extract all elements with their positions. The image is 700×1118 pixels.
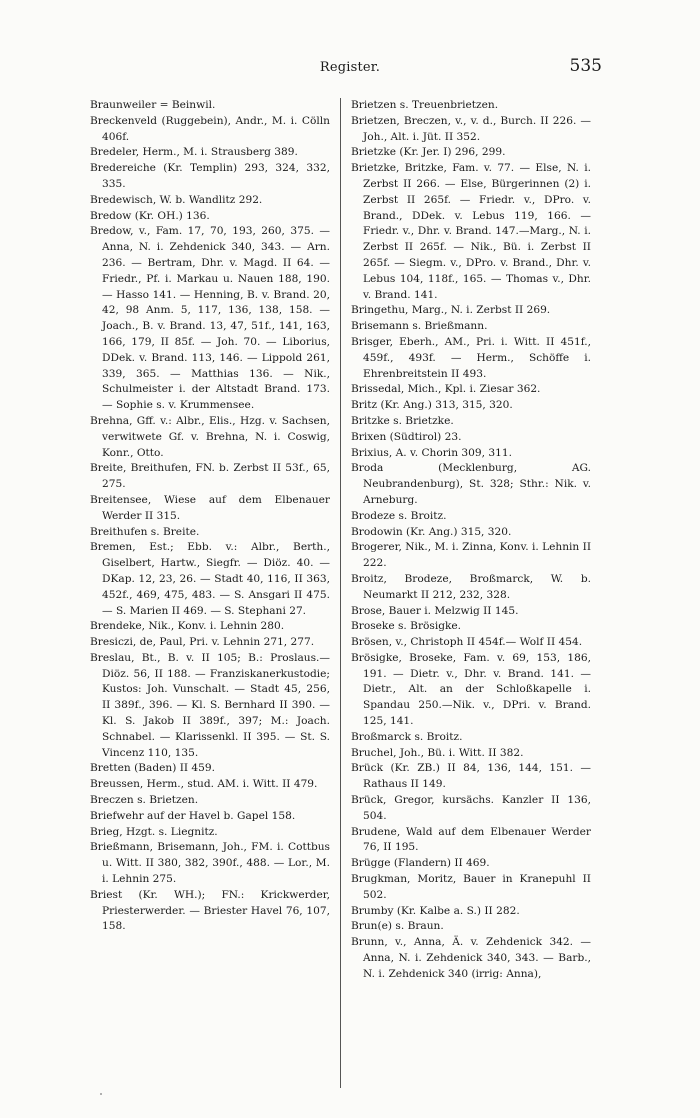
index-entry: Breckenveld (Ruggebein), Andr., M. i. Cölln 406f. xyxy=(90,114,330,143)
index-entry: Briefwehr auf der Havel b. Gapel 158. xyxy=(90,809,296,822)
index-entry: Bredewisch, W. b. Wandlitz 292. xyxy=(90,193,263,206)
index-entry: Brodowin (Kr. Ang.) 315, 320. xyxy=(351,525,512,538)
index-entry: Brück (Kr. ZB.) II 84, 136, 144, 151. — Rathaus II 149. xyxy=(351,762,591,791)
index-entry: Brixen (Südtirol) 23. xyxy=(351,430,462,443)
index-entry: Britzke s. Brietzke. xyxy=(351,414,454,427)
index-entry: Brisger, Eberh., AM., Pri. i. Witt. II 451f., 459f., 493f. — Herm., Schöffe i. Ehrenbreitstein II 493. xyxy=(351,335,591,380)
index-entry: Bresiczi, de, Paul, Pri. v. Lehnin 271, 277. xyxy=(90,636,315,649)
index-entry: Breite, Breithufen, FN. b. Zerbst II 53f., 65, 275. xyxy=(90,462,330,491)
index-entry: Broitz, Brodeze, Broßmarck, W. b. Neumarkt II 212, 232, 328. xyxy=(351,572,591,601)
index-entry: Bredereiche (Kr. Templin) 293, 324, 332, 335. xyxy=(90,162,330,190)
index-entry: Breussen, Herm., stud. AM. i. Witt. II 479. xyxy=(90,778,318,791)
index-entry: Bremen, Est.; Ebb. v.: Albr., Berth., Giselbert, Hartw., Siegfr. — Diöz. 40. — DKap. 12, 23, 26. — Stadt 40, 116, II 363, 452f., 469, 475, 483. — S. Ansgari II 475. — S. Marien II 469. — S. Stephani 27. xyxy=(90,541,330,617)
index-entry: Brogerer, Nik., M. i. Zinna, Konv. i. Lehnin II 222. xyxy=(351,541,591,570)
index-entry: Bruchel, Joh., Bü. i. Witt. II 382. xyxy=(351,746,524,759)
index-entry: Bringethu, Marg., N. i. Zerbst II 269. xyxy=(351,304,551,317)
index-entry: Britz (Kr. Ang.) 313, 315, 320. xyxy=(351,399,513,412)
margin-mark xyxy=(100,1093,102,1095)
index-entry: Bredow, v., Fam. 17, 70, 193, 260, 375. — Anna, N. i. Zehdenick 340, 343. — Arn. 236. — Bertram, Dhr. v. Magd. II 64. — Friedr., Pf. i. Markau u. Nauen 188, 190. — Hasso 141. — Henning, B. v. Brand. 20, 42, 98 Anm. 5, 117, 136, 138, 158. — Joach., B. v. Brand. 13, 47, 51f., 141, 163, 166, 179, II 85f. — Joh. 70. — Liborius, DDek. v. Brand. 113, 146. — Lippold 261, 339, 365. — Matthias 136. — Nik., Schulmeister i. der Altstadt Brand. 173. — Sophie s. v. Krummensee. xyxy=(90,225,330,412)
index-entry: Breczen s. Brietzen. xyxy=(90,794,199,807)
running-title: Register. xyxy=(319,60,381,75)
page-header xyxy=(0,56,700,80)
index-entry: Brehna, Gff. v.: Albr., Elis., Hzg. v. Sachsen, verwitwete Gf. v. Brehna, N. i. Coswig, Konr., Otto. xyxy=(90,414,330,459)
index-columns xyxy=(90,98,611,1088)
index-entry: Brissedal, Mich., Kpl. i. Ziesar 362. xyxy=(351,383,541,396)
index-entry: Brügge (Flandern) II 469. xyxy=(351,857,490,870)
index-entry: Brießmann, Brisemann, Joh., FM. i. Cottbus u. Witt. II 380, 382, 390f., 488. — Lor., M. i. Lehnin 275. xyxy=(90,841,330,886)
index-entry: Breitensee, Wiese auf dem Elbenauer Werder II 315. xyxy=(90,493,330,522)
right-column xyxy=(340,98,599,1088)
index-entry: Brisemann s. Brießmann. xyxy=(351,320,488,333)
index-entry: Brodeze s. Broitz. xyxy=(351,509,447,522)
index-entry: Breslau, Bt., B. v. II 105; B.: Proslaus.— Diöz. 56, II 188. — Franziskanerkustodie; Kustos: Joh. Vunschalt. — Stadt 45, 256, II 389f., 396. — Kl. S. Bernhard II 390. — Kl. S. Jakob II 389f., 397; M.: Joach. Schnabel. — Klarissenkl. II 395. — St. S. Vincenz 110, 135. xyxy=(90,651,330,759)
index-entry: Brösen, v., Christoph II 454f.— Wolf II 454. xyxy=(351,636,583,649)
index-entry: Brunn, v., Anna, Ä. v. Zehdenick 342. — Anna, N. i. Zehdenick 340, 343. — Barb., N. i. Zehdenick 340 (irrig: Anna), xyxy=(351,936,591,980)
index-entry: Bredeler, Herm., M. i. Strausberg 389. xyxy=(90,146,298,159)
left-column xyxy=(90,98,340,1088)
index-entry: Broseke s. Brösigke. xyxy=(351,620,462,633)
index-entry: Brietzen, Breczen, v., v. d., Burch. II 226. — Joh., Alt. i. Jüt. II 352. xyxy=(351,114,591,143)
index-entry: Brudene, Wald auf dem Elbenauer Werder 76, II 195. xyxy=(351,825,591,854)
index-entry: Bredow (Kr. OH.) 136. xyxy=(90,209,210,222)
index-entry: Brück, Gregor, kursächs. Kanzler II 136, 504. xyxy=(351,794,591,822)
index-entry: Brösigke, Broseke, Fam. v. 69, 153, 186, 191. — Dietr. v., Dhr. v. Brand. 141. — Dietr., Alt. an der Schloßkapelle i. Spandau 250.—Nik. v., DPri. v. Brand. 125, 141. xyxy=(351,651,591,728)
index-entry: Broda (Mecklenburg, AG. Neubrandenburg), St. 328; Sthr.: Nik. v. Arneburg. xyxy=(351,462,591,506)
index-entry: Brugkman, Moritz, Bauer in Kranepuhl II 502. xyxy=(351,873,591,901)
index-entry: Brieg, Hzgt. s. Liegnitz. xyxy=(90,825,218,838)
index-entry: Brumby (Kr. Kalbe a. S.) II 282. xyxy=(351,904,520,917)
page-number: 535 xyxy=(569,56,602,76)
index-entry: Brietzke (Kr. Jer. I) 296, 299. xyxy=(351,146,506,159)
index-entry: Breithufen s. Breite. xyxy=(90,525,200,538)
index-entry: Brendeke, Nik., Konv. i. Lehnin 280. xyxy=(90,620,285,633)
index-entry: Brun(e) s. Braun. xyxy=(351,920,444,933)
index-entry: Brietzen s. Treuenbrietzen. xyxy=(351,99,499,111)
index-entry: Brixius, A. v. Chorin 309, 311. xyxy=(351,446,512,459)
index-entry: Bretten (Baden) II 459. xyxy=(90,762,216,775)
index-entry: Briest (Kr. WH.); FN.: Krickwerder, Priesterwerder. — Briester Havel 76, 107, 158. xyxy=(90,888,330,933)
index-entry: Brose, Bauer i. Melzwig II 145. xyxy=(351,604,519,617)
index-entry: Braunweiler = Beinwil. xyxy=(90,99,216,111)
index-entry: Brietzke, Britzke, Fam. v. 77. — Else, N. i. Zerbst II 266. — Else, Bürgerinnen (2) i. Zerbst II 265f. — Friedr. v., DPro. v. Brand., DDek. v. Lebus 119, 166. — Friedr. v., Dhr. v. Brand. 147.—Marg., N. i. Zerbst II 265f. — Nik., Bü. i. Zerbst II 265f. — Siegm. v., DPro. v. Brand., Dhr. v. Lebus 104, 118f., 165. — Thomas v., Dhr. v. Brand. 141. xyxy=(351,162,591,301)
index-entry: Broßmarck s. Broitz. xyxy=(351,730,463,743)
